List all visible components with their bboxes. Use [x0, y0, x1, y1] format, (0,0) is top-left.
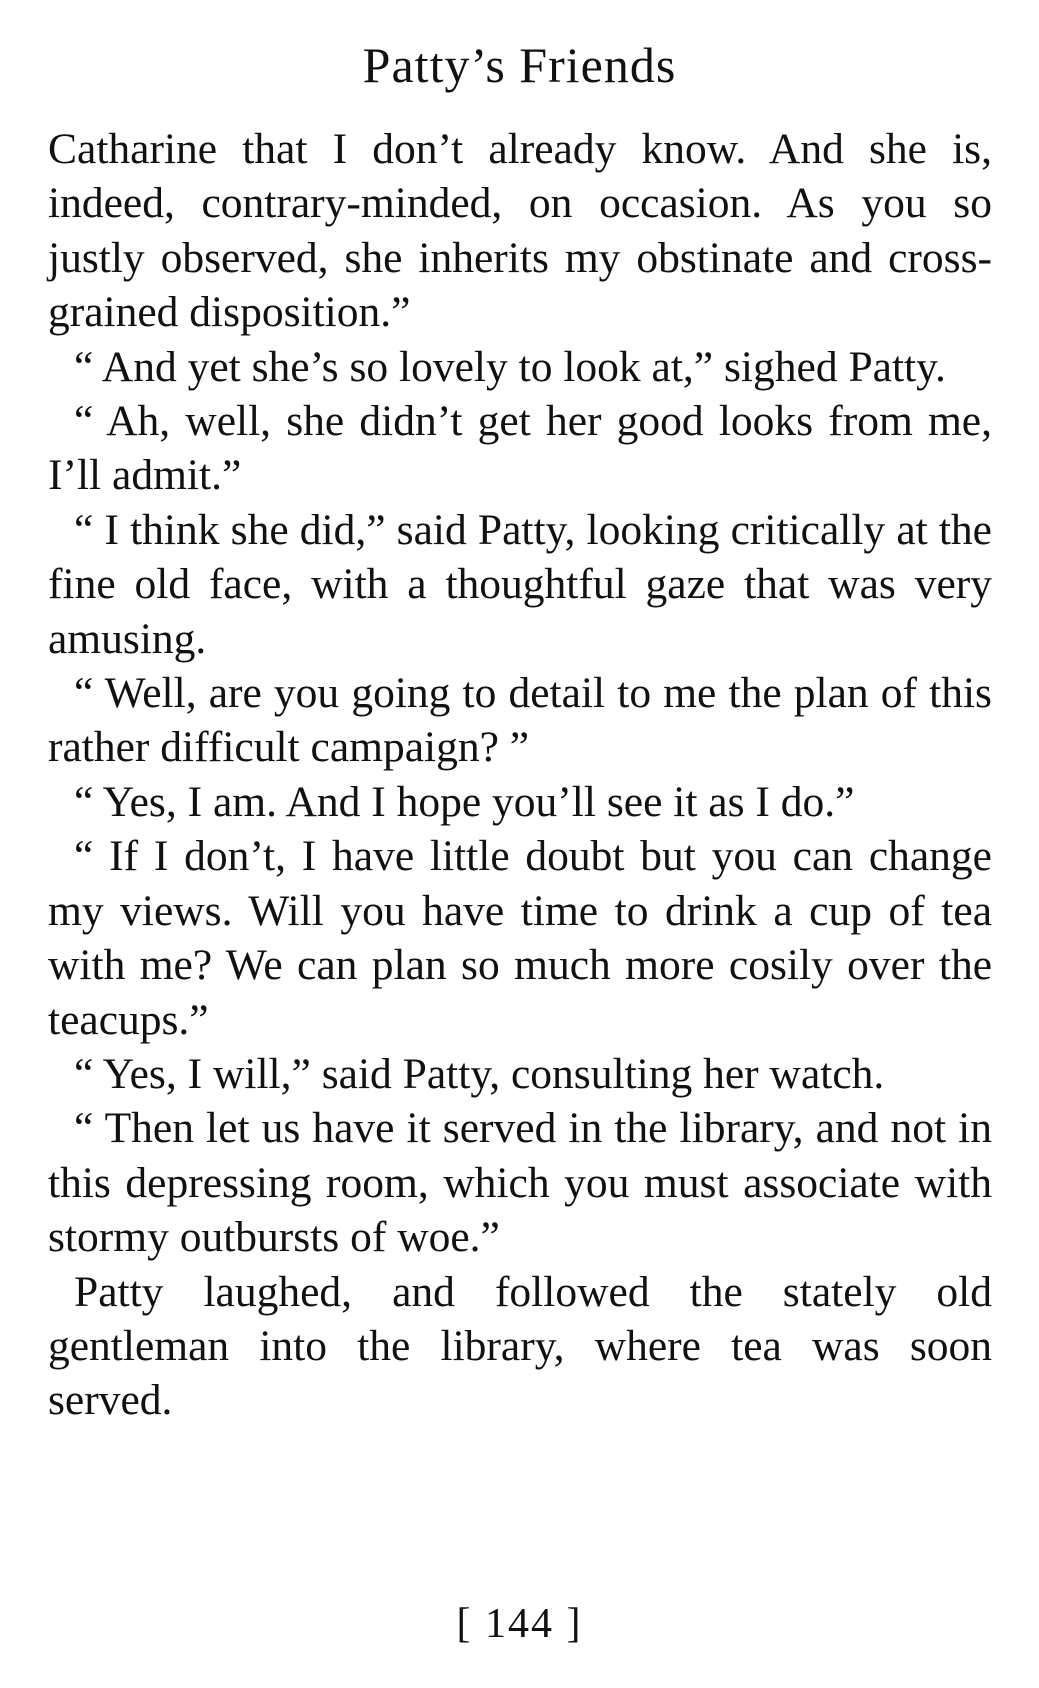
paragraph: “ I think she did,” said Patty, looking critically at the fine old face, with a thoughtful gaze that was very amusing. — [48, 505, 992, 663]
body-text — [48, 122, 992, 1428]
paragraph: “ Yes, I am. And I hope you’ll see it as I do.” — [74, 777, 855, 826]
running-head: Patty’s Friends — [362, 37, 677, 93]
paragraph: Patty laughed, and followed the stately old gentleman into the library, where tea was soon served. — [48, 1267, 992, 1425]
paragraph: “ And yet she’s so lovely to look at,” sighed Patty. — [74, 342, 946, 391]
paragraph: “ If I don’t, I have little doubt but you can change my views. Will you have time to drink a cup of tea with me? We can plan so much more cosily over the teacups.” — [48, 832, 992, 1044]
paragraph: “ Then let us have it served in the library, and not in this depressing room, which you must associate with stormy outbursts of woe.” — [48, 1104, 992, 1262]
paragraph: “ Ah, well, she didn’t get her good looks from me, I’ll admit.” — [48, 397, 992, 500]
paragraph: “ Well, are you going to detail to me the plan of this rather difficult campaign? ” — [48, 669, 992, 772]
paragraph-continuation: Catharine that I don’t already know. And she is, indeed, contrary-minded, on occasion. As you so justly observed, she inherits my obstinate and cross-grained disposition.” — [48, 125, 992, 337]
page-number: [ 144 ] — [456, 1601, 583, 1647]
paragraph: “ Yes, I will,” said Patty, consulting her watch. — [74, 1049, 885, 1098]
